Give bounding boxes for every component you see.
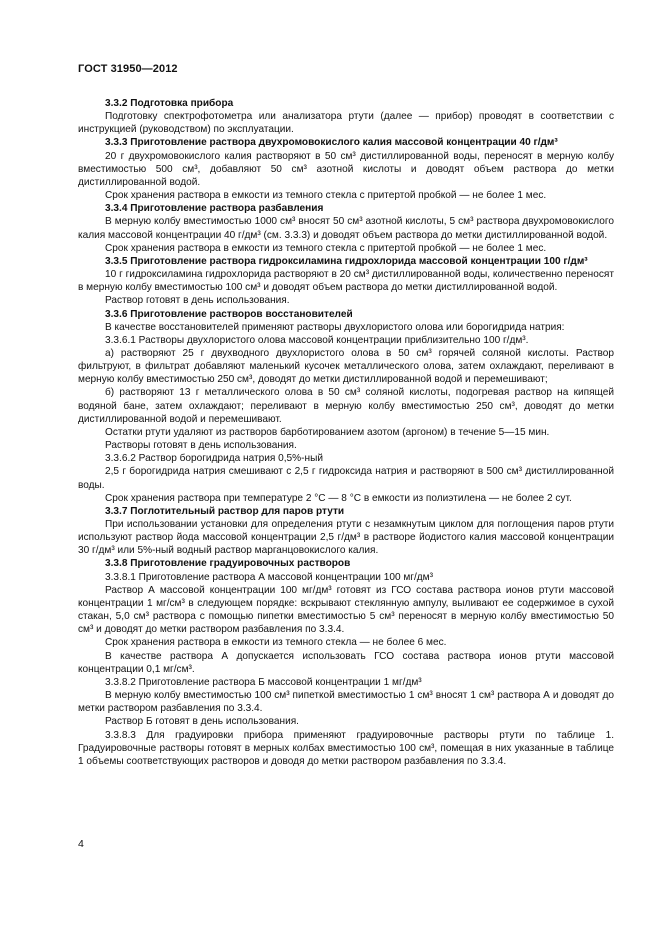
paragraph: Срок хранения раствора при температуре 2 °С — 8 °С в емкости из полиэтилена — не более 2 сут. bbox=[105, 492, 572, 504]
paragraph: 3.3.6.2 Раствор борогидрида натрия 0,5%-ный bbox=[105, 453, 323, 465]
section-heading-3-3-4: 3.3.4 Приготовление раствора разбавления bbox=[105, 203, 324, 215]
section-heading-3-3-6: 3.3.6 Приготовление растворов восстановителей bbox=[105, 308, 353, 320]
paragraph: Растворы готовят в день использования. bbox=[105, 440, 297, 452]
paragraph: Срок хранения раствора в емкости из темного стекла с притертой пробкой — не более 1 мес. bbox=[105, 242, 547, 254]
paragraph: В мерную колбу вместимостью 100 см³ пипеткой вместимостью 1 см³ вносят 1 см³ раствора А и доводят до метки раствором разбавления по 3.3.4. bbox=[78, 690, 614, 715]
paragraph: Раствор А массовой концентрации 100 мг/дм³ готовят из ГСО состава раствора ионов ртути массовой концентрации 1 мг/см³ в следующем порядке: вскрывают стеклянную ампулу, выливают ее содержимое в сухой стакан, 5,0 см³ раствора с помощью пипетки вместимостью 5 см³ переносят в мерную колбу вместимостью 50 см³ и доводят до метки раствором разбавления по 3.3.4. bbox=[78, 584, 614, 636]
paragraph: Остатки ртути удаляют из растворов барботированием азотом (аргоном) в течение 5—15 мин. bbox=[105, 426, 550, 438]
section-heading-3-3-3: 3.3.3 Приготовление раствора двухромовокислого калия массовой концентрации 40 г/дм³ bbox=[105, 137, 558, 149]
paragraph: 20 г двухромовокислого калия растворяют в 50 см³ дистиллированной воды, переносят в мерную колбу вместимостью 500 см³, добавляют 50 см³ азотной кислоты и доводят объем раствора до метки дистиллированной водой. bbox=[78, 150, 614, 188]
paragraph: Срок хранения раствора в емкости из темного стекла с притертой пробкой — не более 1 мес. bbox=[105, 190, 547, 202]
paragraph: а) растворяют 25 г двухводного двухлористого олова в 50 см³ горячей соляной кислоты. Раствор фильтруют, в фильтрат добавляют маленький кусочек металлического олова, затем охлаждают, переливают в мерную колбу вместимостью 250 см³, доводят до метки дистиллированной водой и перемешивают; bbox=[78, 347, 614, 386]
page-number: 4 bbox=[78, 838, 84, 850]
paragraph: В мерную колбу вместимостью 1000 см³ вносят 50 см³ азотной кислоты, 5 см³ раствора двухромовокислого калия массовой концентрации 40 г/дм³ (см. 3.3.3) и доводят объем раствора до метки дистиллированной водой. bbox=[78, 216, 614, 241]
paragraph: 2,5 г борогидрида натрия смешивают с 2,5 г гидроксида натрия и растворяют в 500 см³ дистиллированной воды. bbox=[78, 466, 614, 491]
paragraph: Подготовку спектрофотометра или анализатора ртути (далее — прибор) проводят в соответствии с инструкцией (руководством) по эксплуатации. bbox=[78, 111, 614, 136]
paragraph: При использовании установки для определения ртути с незамкнутым циклом для поглощения паров ртути используют раствор йода массовой концентрации 2,5 г/дм³ в растворе йодистого калия массовой концентрации 30 г/дм³ или 5%-ный водный раствор марганцовокислого калия. bbox=[78, 519, 614, 557]
paragraph: В качестве раствора А допускается использовать ГСО состава раствора ионов ртути массовой концентрации 0,1 мг/см³. bbox=[78, 650, 614, 675]
paragraph: 10 г гидроксиламина гидрохлорида растворяют в 20 см³ дистиллированной воды, количественно переносят в мерную колбу вместимостью 100 см³ и доводят объем раствора до метки дистиллированной водой. bbox=[78, 269, 614, 294]
section-heading-3-3-7: 3.3.7 Поглотительный раствор для паров ртути bbox=[105, 505, 345, 517]
section-heading-3-3-2: 3.3.2 Подготовка прибора bbox=[105, 98, 234, 109]
document-code-header: ГОСТ 31950—2012 bbox=[78, 63, 178, 75]
paragraph: 3.3.8.1 Приготовление раствора А массовой концентрации 100 мг/дм³ bbox=[105, 571, 433, 583]
paragraph: 3.3.8.3 Для градуировки прибора применяют градуировочные растворы ртути по таблице 1. Градуировочные растворы готовят в мерных колбах вместимостью 100 см³, помещая в них указанные в таблице 1 объемы соответствующих растворов и доводя до метки раствором разбавления по 3.3.4. bbox=[78, 729, 614, 767]
paragraph: В качестве восстановителей применяют растворы двухлористого олова или борогидрида натрия: bbox=[105, 321, 565, 333]
paragraph: 3.3.6.1 Растворы двухлористого олова массовой концентрации приблизительно 100 г/дм³. bbox=[105, 334, 529, 346]
paragraph: 3.3.8.2 Приготовление раствора Б массовой концентрации 1 мг/дм³ bbox=[105, 676, 422, 688]
paragraph: б) растворяют 13 г металлического олова в 50 см³ соляной кислоты, подогревая раствор на кипящей водяной бане, затем охлаждают; переливают в мерную колбу вместимостью 250 см³, доводят до метки дистиллированной водой и перемешивают. bbox=[78, 387, 614, 425]
paragraph: Срок хранения раствора в емкости из темного стекла — не более 6 мес. bbox=[105, 637, 447, 649]
document-body bbox=[78, 97, 614, 768]
section-heading-3-3-8: 3.3.8 Приготовление градуировочных растворов bbox=[105, 558, 351, 570]
section-heading-3-3-5: 3.3.5 Приготовление раствора гидроксиламина гидрохлорида массовой концентрации 100 г/дм³ bbox=[105, 255, 588, 267]
paragraph: Раствор готовят в день использования. bbox=[105, 295, 290, 307]
paragraph: Раствор Б готовят в день использования. bbox=[105, 716, 299, 728]
